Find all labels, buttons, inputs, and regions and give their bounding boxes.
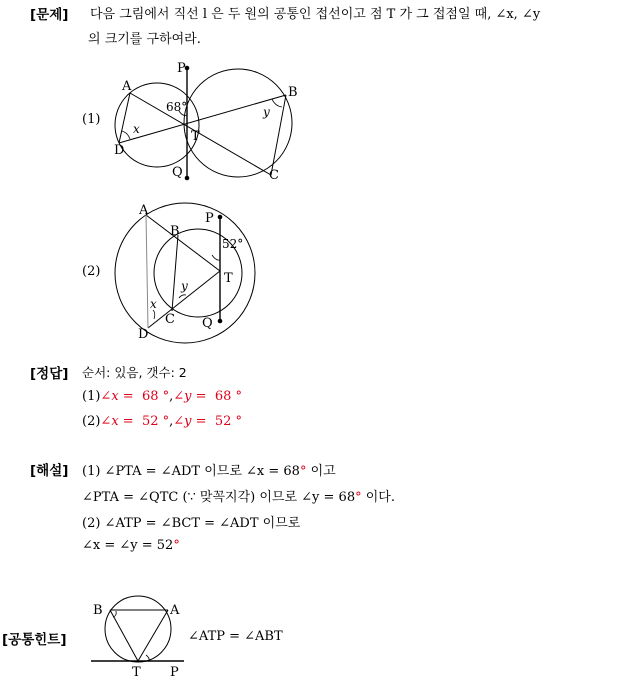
hint-chord-at (138, 610, 168, 661)
problem-text-line1: 다음 그림에서 직선 l 은 두 원의 공통인 접선이고 점 T 가 그 접점일 때, ∠x, ∠y (90, 7, 541, 22)
explanation-line1 (82, 460, 336, 479)
explanation-line1-text: (1) ∠PTA = ∠ADT 이므로 ∠x = 68 (82, 464, 300, 479)
explanation-line2-degree: ° (355, 490, 362, 505)
fig1-label-d: D (114, 143, 125, 158)
fig1-label-a: A (122, 79, 132, 94)
figure2-diagram (100, 195, 290, 345)
fig1-angle-68: 68° (166, 100, 188, 114)
answer-order-count: 순서: 있음, 갯수: 2 (82, 365, 187, 380)
fig2-arc-x (153, 310, 155, 319)
fig1-label-c: C (269, 168, 279, 183)
fig2-point-p (218, 215, 223, 220)
fig2-outer-circle (115, 203, 255, 343)
explanation-line3: (2) ∠ATP = ∠BCT = ∠ADT 이므로 (82, 516, 301, 531)
fig1-angle-x: x (133, 122, 140, 136)
fig2-line-bc (172, 235, 178, 311)
fig2-arc-y (179, 295, 186, 298)
hint-label-b: B (93, 603, 103, 618)
fig1-label-q: Q (172, 165, 183, 180)
hint-tag: [공통힌트] (2, 632, 67, 648)
answer1-y-label: ∠y = (173, 389, 211, 404)
hint-label-p: P (170, 665, 179, 678)
answer2-separator: , (169, 414, 174, 429)
problem-text-line2: 의 크기를 구하여라. (88, 32, 201, 47)
fig2-label-t: T (224, 271, 233, 286)
fig1-chord-db (119, 95, 286, 143)
fig2-label-c: C (165, 312, 175, 327)
answer1-label: (1) (82, 389, 101, 404)
answer1-y-value: 68 ° (214, 389, 243, 404)
answer-tag: [정답] (30, 366, 69, 382)
fig1-label-b: B (288, 85, 298, 100)
explanation-line1-tail: 이고 (306, 464, 336, 479)
fig1-label-t: T (191, 129, 200, 144)
fig2-line-ad (146, 215, 148, 328)
answer1-x-value: 68 ° (141, 389, 170, 404)
hint-chord-bt (110, 610, 138, 661)
answer-line2 (82, 414, 242, 429)
answer2-x-label: ∠x = (100, 414, 138, 429)
answer1-x-label: ∠x = (100, 389, 138, 404)
fig2-angle-y: y (181, 279, 188, 293)
answer-line1 (82, 389, 242, 404)
answer1-separator: , (169, 389, 174, 404)
figure2-label: (2) (82, 264, 101, 279)
hint-label-a: A (170, 603, 180, 618)
explanation-line4 (82, 538, 180, 553)
explanation-line2 (82, 486, 395, 505)
hint-label-t: T (132, 665, 141, 678)
fig2-label-d: D (138, 327, 149, 342)
fig1-arc-x (122, 131, 130, 139)
figure1-diagram (100, 55, 310, 190)
fig1-label-p: P (177, 61, 186, 76)
explanation-line4-text: ∠x = ∠y = 52 (82, 538, 174, 553)
hint-diagram (88, 594, 188, 678)
explanation-line1-degree: ° (299, 464, 307, 479)
fig2-label-b: B (170, 224, 180, 239)
hint-formula: ∠ATP = ∠ABT (188, 629, 283, 644)
fig1-large-circle (184, 69, 292, 177)
answer2-y-label: ∠y = (173, 414, 211, 429)
hint-circle (105, 596, 171, 662)
answer2-y-value: 52 ° (214, 414, 243, 429)
fig2-label-q: Q (202, 316, 213, 331)
fig1-chord-bc (271, 95, 286, 175)
fig2-point-q (218, 319, 223, 324)
fig2-label-a: A (139, 203, 149, 218)
explanation-line4-degree: ° (173, 538, 180, 553)
fig1-angle-y: y (263, 105, 270, 119)
fig2-label-p: P (205, 211, 214, 226)
figure1-label: (1) (82, 112, 101, 127)
fig1-arc-y (272, 99, 282, 107)
fig2-angle-x: x (150, 297, 157, 311)
explanation-tag: [해설] (30, 463, 69, 479)
fig2-angle-52: 52° (222, 237, 244, 251)
problem-tag: [문제] (30, 7, 69, 23)
explanation-line2-tail: 이다. (361, 490, 395, 505)
answer2-x-value: 52 ° (141, 414, 170, 429)
fig1-point-q (185, 176, 190, 181)
answer2-label: (2) (82, 414, 101, 429)
fig2-arc-52 (212, 255, 220, 260)
explanation-line2-text: ∠PTA = ∠QTC (∵ 맞꼭지각) 이므로 ∠y = 68 (82, 490, 356, 505)
